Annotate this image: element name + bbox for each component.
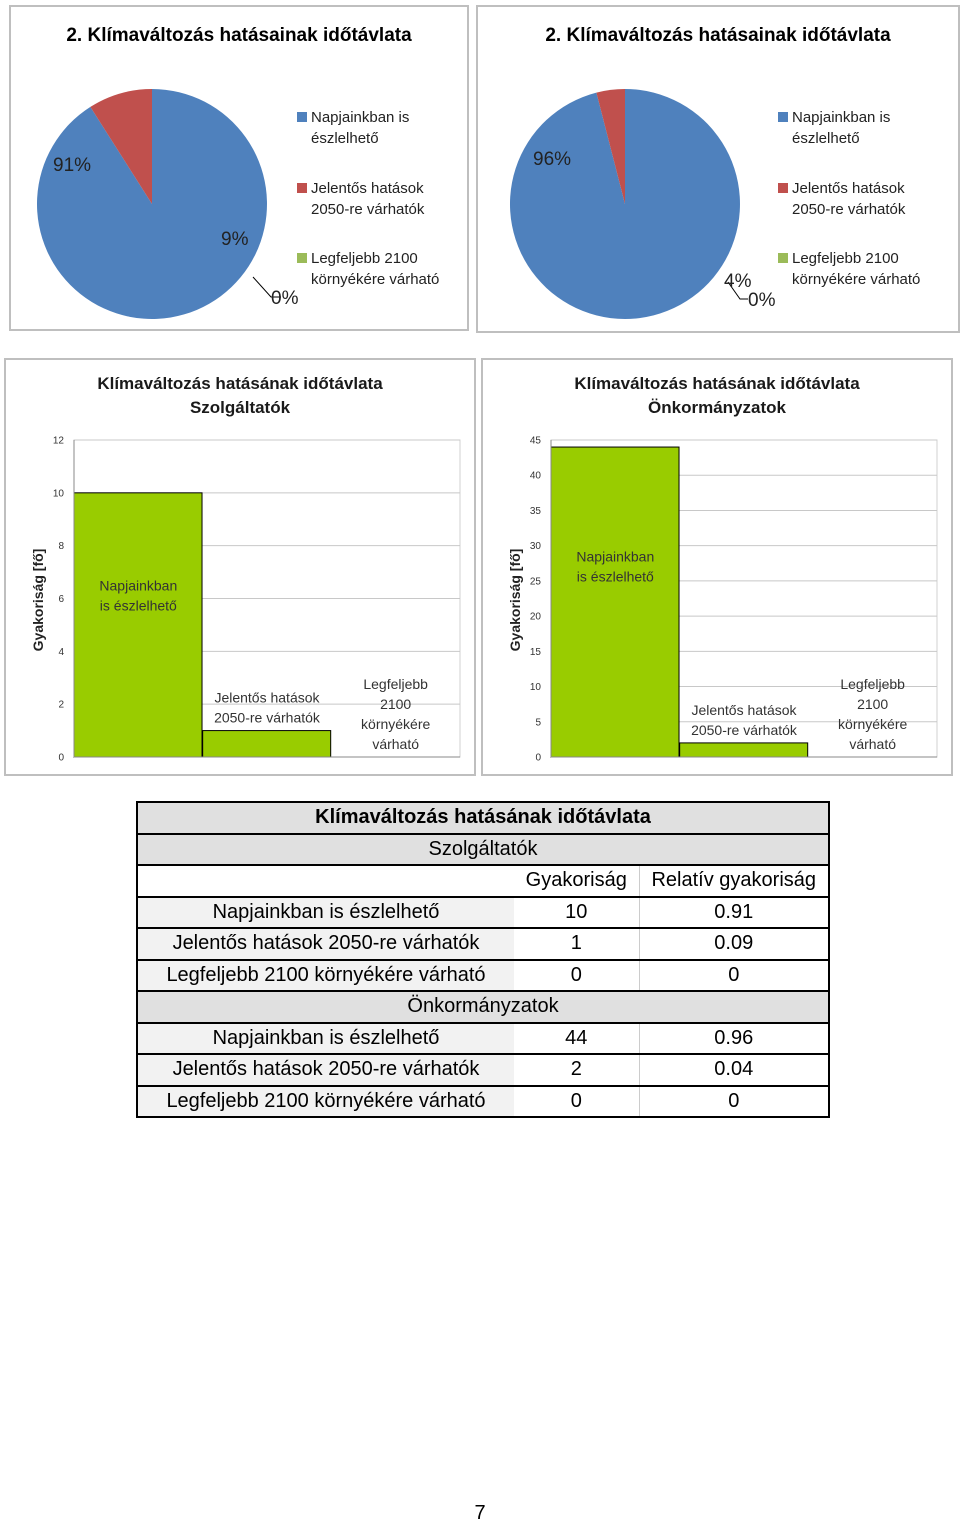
y-tick-label: 20	[529, 611, 541, 623]
y-tick-label: 25	[529, 576, 541, 588]
table-cell-relative: 0	[639, 1086, 829, 1118]
bar-category-label: Jelentős hatások	[691, 701, 797, 718]
y-tick-label: 12	[52, 435, 64, 447]
table-row-label: Napjainkban is észlelhető	[137, 897, 514, 929]
table-title: Klímaváltozás hatásának időtávlata	[137, 802, 829, 834]
bar-category-label: Legfeljebb	[840, 676, 905, 692]
table-group-label: Önkormányzatok	[137, 991, 829, 1023]
legend-swatch	[778, 253, 788, 263]
bar-category-label: 2100	[857, 696, 889, 712]
y-tick-label: 5	[535, 717, 541, 729]
y-tick-label: 0	[58, 752, 64, 764]
table-cell-relative: 0	[639, 960, 829, 992]
table-row-label: Legfeljebb 2100 környékére várható	[137, 1086, 514, 1118]
table-cell-frequency: 1	[514, 928, 639, 960]
table-group-row	[137, 991, 829, 1023]
bar-category-label: 2050-re várhatók	[691, 721, 797, 738]
pie-label-share-1: 91%	[53, 155, 92, 176]
y-tick-label: 35	[529, 505, 541, 517]
pie-chart-title: 2. Klímaváltozás hatásainak időtávlata	[545, 25, 891, 46]
bar	[551, 447, 679, 757]
y-axis-label: Gyakoriság [fő]	[507, 548, 523, 652]
bar-category-label: is észlelhető	[99, 597, 177, 614]
table-row	[137, 928, 829, 960]
table-row-label: Napjainkban is észlelhető	[137, 1023, 514, 1055]
table-cell-relative: 0.91	[639, 897, 829, 929]
pie-label-share-3: 0%	[271, 288, 299, 309]
y-tick-label: 40	[529, 470, 541, 482]
legend-swatch	[778, 112, 788, 122]
bar	[74, 493, 202, 757]
bar-chart-2	[483, 360, 951, 774]
table-header-empty	[137, 865, 514, 897]
table-row-label: Jelentős hatások 2050-re várhatók	[137, 1054, 514, 1086]
bar-category-label: is észlelhető	[576, 568, 654, 585]
y-tick-label: 15	[529, 646, 541, 658]
pie-label-share-1: 96%	[533, 149, 572, 170]
table-row	[137, 897, 829, 929]
pie-chart-title: 2. Klímaváltozás hatásainak időtávlata	[66, 25, 412, 46]
table-header-frequency: Gyakoriság	[514, 865, 639, 897]
y-tick-label: 0	[535, 752, 541, 764]
table-row-label: Legfeljebb 2100 környékére várható	[137, 960, 514, 992]
table-title-row	[137, 802, 829, 834]
bar-category-label: Legfeljebb	[363, 676, 428, 692]
table-cell-relative: 0.09	[639, 928, 829, 960]
y-tick-label: 4	[58, 646, 64, 658]
table-cell-relative: 0.04	[639, 1054, 829, 1086]
bar-category-label: Jelentős hatások	[214, 689, 320, 706]
pie-chart-panel-2: 2. Klímaváltozás hatásainak időtávlata 96% 4% 0% Napjainkban is észlelhető Jelentős hatások 2050-re várhatók Legfeljebb 2100 környékére várható	[476, 5, 960, 333]
table-group-row	[137, 834, 829, 866]
y-tick-label: 8	[58, 541, 64, 553]
table-cell-frequency: 10	[514, 897, 639, 929]
y-tick-label: 10	[529, 682, 541, 694]
legend-swatch	[297, 183, 307, 193]
y-tick-label: 10	[52, 488, 64, 500]
y-axis-label: Gyakoriság [fő]	[30, 548, 46, 652]
pie-chart-panel-1: 2. Klímaváltozás hatásainak időtávlata 91% 9% 0% Napjainkban is észlelhető Jelentős hatások 2050-re várhatók Legfeljebb 2100 környékére várható	[9, 5, 469, 331]
bar-category-label: várható	[849, 736, 897, 752]
legend-swatch	[778, 183, 788, 193]
table-cell-frequency: 2	[514, 1054, 639, 1086]
table-row	[137, 1054, 829, 1086]
table-header-row	[137, 865, 829, 897]
table-cell-frequency: 0	[514, 960, 639, 992]
bar-category-label: 2100	[380, 696, 412, 712]
bar-category-label: várható	[372, 736, 420, 752]
y-tick-label: 6	[58, 594, 64, 605]
bar-category-label: környékére	[838, 716, 908, 732]
y-tick-label: 2	[58, 699, 64, 711]
pie-label-share-3: 0%	[748, 290, 776, 311]
table-row-label: Jelentős hatások 2050-re várhatók	[137, 928, 514, 960]
bar	[203, 731, 331, 757]
pie-label-share-2: 9%	[221, 229, 249, 250]
bar-category-label: környékére	[361, 716, 431, 732]
y-tick-label: 45	[529, 435, 541, 447]
table-row	[137, 1086, 829, 1118]
bar-category-label: Napjainkban	[576, 548, 655, 565]
bar-chart-panel-2	[481, 358, 953, 776]
legend-swatch	[297, 253, 307, 263]
legend-swatch	[297, 112, 307, 122]
frequency-table	[136, 801, 830, 1118]
bar-category-label: 2050-re várhatók	[214, 709, 320, 726]
bar-chart-title: Klímaváltozás hatásának időtávlata Szolgáltatók	[97, 374, 383, 417]
bar-category-label: Napjainkban	[99, 577, 178, 594]
table-cell-relative: 0.96	[639, 1023, 829, 1055]
bar	[680, 743, 808, 757]
bar-chart-title: Klímaváltozás hatásának időtávlata Önkormányzatok	[574, 374, 860, 417]
bar-chart-panel-1	[4, 358, 476, 776]
bar-chart-1	[6, 360, 474, 774]
table-header-relative: Relatív gyakoriság	[639, 865, 829, 897]
y-tick-label: 30	[529, 541, 541, 553]
page-number: 7	[474, 1502, 486, 1524]
table-cell-frequency: 0	[514, 1086, 639, 1118]
table-cell-frequency: 44	[514, 1023, 639, 1055]
table-group-label: Szolgáltatók	[137, 834, 829, 866]
table-row	[137, 1023, 829, 1055]
table-row	[137, 960, 829, 992]
pie-label-share-2: 4%	[724, 271, 752, 292]
